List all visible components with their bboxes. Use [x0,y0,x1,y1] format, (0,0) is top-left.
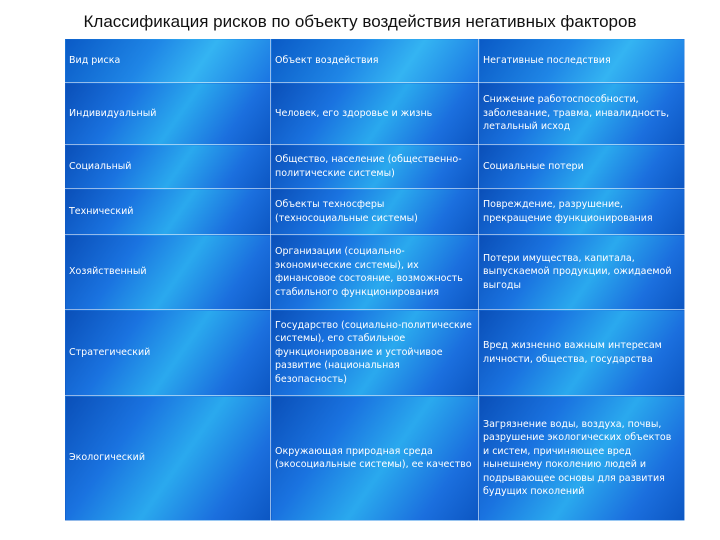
risk-type-cell: Социальный [65,145,271,189]
header-risk-type: Вид риска [65,39,271,83]
impact-object-cell: Организации (социально-экономические системы), их финансовое состояние, возможность стабильного функционирования [271,235,479,310]
table-row [65,235,685,310]
table-row [65,189,685,235]
impact-object-cell: Человек, его здоровье и жизнь [271,83,479,145]
impact-object-cell: Окружающая природная среда (экосоциальные системы), ее качество [271,396,479,521]
header-impact-object: Объект воздействия [271,39,479,83]
risk-type-cell: Технический [65,189,271,235]
risk-type-cell: Экологический [65,396,271,521]
table-row [65,83,685,145]
table-row [65,396,685,521]
consequences-cell: Социальные потери [479,145,685,189]
table-row [65,310,685,396]
consequences-cell: Снижение работоспособности, заболевание, травма, инвалидность, летальный исход [479,83,685,145]
header-consequences: Негативные последствия [479,39,685,83]
consequences-cell: Повреждение, разрушение, прекращение функционирования [479,189,685,235]
table-header-row [65,39,685,83]
consequences-cell: Загрязнение воды, воздуха, почвы, разрушение экологических объектов и систем, причиняющее вред нынешнему поколению людей и подрывающее основы для развития будущих поколений [479,396,685,521]
risk-type-cell: Индивидуальный [65,83,271,145]
impact-object-cell: Общество, население (общественно-политические системы) [271,145,479,189]
consequences-cell: Вред жизненно важным интересам личности, общества, государства [479,310,685,396]
risk-type-cell: Стратегический [65,310,271,396]
impact-object-cell: Государство (социально-политические системы), его стабильное функционирование и устойчивое развитие (национальная безопасность) [271,310,479,396]
table-row [65,145,685,189]
slide-title: Классификация рисков по объекту воздействия негативных факторов [83,12,637,31]
risk-classification-table [64,38,685,521]
impact-object-cell: Объекты техносферы (техносоциальные системы) [271,189,479,235]
consequences-cell: Потери имущества, капитала, выпускаемой продукции, ожидаемой выгоды [479,235,685,310]
risk-type-cell: Хозяйственный [65,235,271,310]
